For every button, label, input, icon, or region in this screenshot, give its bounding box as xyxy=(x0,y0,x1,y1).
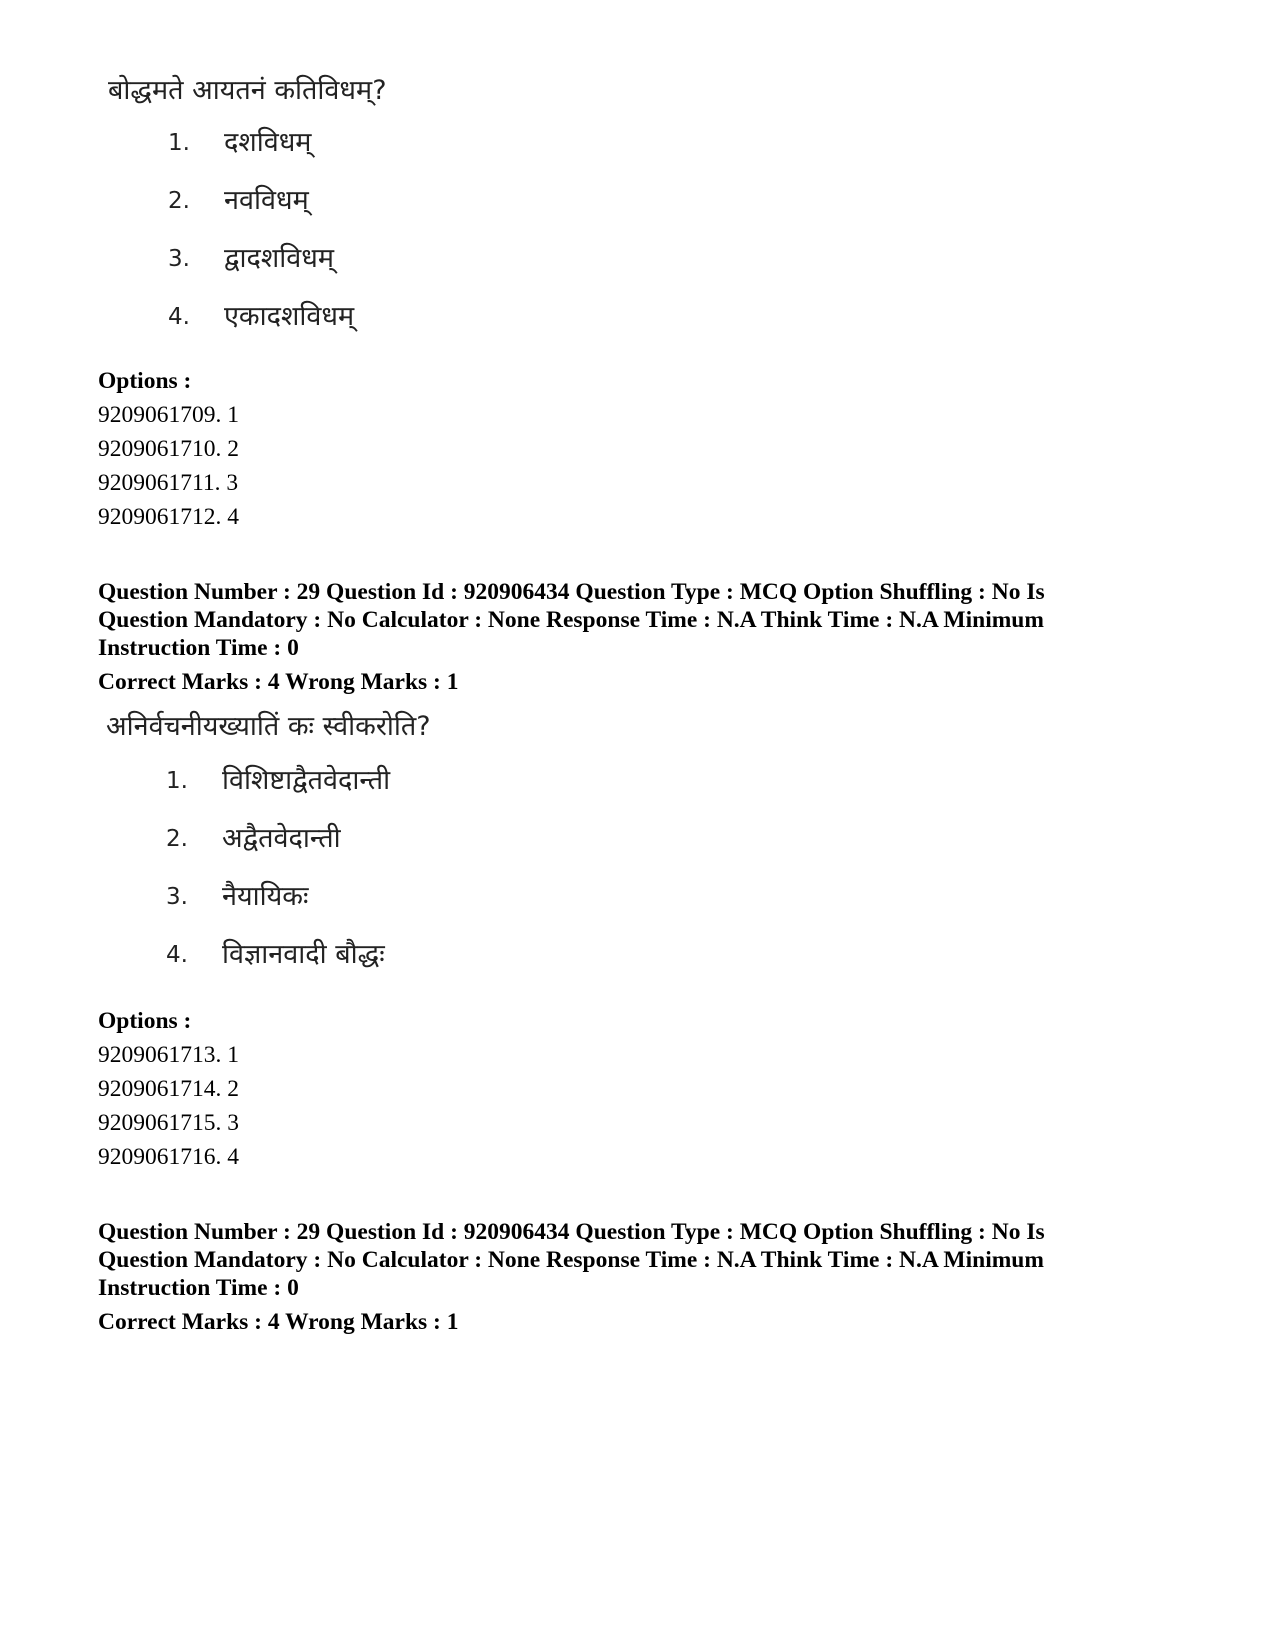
option-line: 9209061714. 2 xyxy=(98,1076,239,1102)
option-line: 9209061711. 3 xyxy=(98,470,239,496)
options-heading: Options : xyxy=(98,1008,192,1034)
question-meta xyxy=(98,1218,1158,1336)
options-block xyxy=(98,364,239,534)
option-line: 9209061715. 3 xyxy=(98,1110,239,1136)
meta-line: Question Number : 29 Question Id : 920906434 Question Type : MCQ Option Shuffling : No Is xyxy=(98,1219,1045,1245)
choice-text: दशविधम् xyxy=(224,127,312,158)
option-line: 9209061713. 1 xyxy=(98,1042,239,1068)
choice-text: एकादशविधम् xyxy=(224,301,355,332)
question-stem: बोद्धमते आयतनं कतिविधम्? xyxy=(108,75,387,106)
meta-line: Instruction Time : 0 xyxy=(98,1275,299,1301)
choice-number: 4. xyxy=(166,942,188,968)
choice-text: द्वादशविधम् xyxy=(224,243,334,274)
choice-number: 2. xyxy=(166,826,188,852)
question-stem: अनिर्वचनीयख्यातिं कः स्वीकरोति? xyxy=(106,711,431,742)
options-heading: Options : xyxy=(98,368,192,394)
meta-line: Question Mandatory : No Calculator : None Response Time : N.A Think Time : N.A Minimum xyxy=(98,607,1044,633)
meta-line: Instruction Time : 0 xyxy=(98,635,299,661)
choice-number: 3. xyxy=(166,884,188,910)
choice-number: 4. xyxy=(168,304,190,330)
choice-text: अद्वैतवेदान्ती xyxy=(222,823,341,854)
marks-line: Correct Marks : 4 Wrong Marks : 1 xyxy=(98,669,459,695)
choice-number: 1. xyxy=(168,130,190,156)
choice-text: विज्ञानवादी बौद्धः xyxy=(222,939,385,970)
question-meta xyxy=(98,578,1158,696)
choice-number: 2. xyxy=(168,188,190,214)
option-line: 9209061709. 1 xyxy=(98,402,239,428)
marks-line: Correct Marks : 4 Wrong Marks : 1 xyxy=(98,1309,459,1335)
choice-text: विशिष्टाद्वैतवेदान्ती xyxy=(222,765,391,796)
options-block xyxy=(98,1004,239,1174)
choice-text: नैयायिकः xyxy=(222,881,309,912)
option-line: 9209061710. 2 xyxy=(98,436,239,462)
choice-number: 3. xyxy=(168,246,190,272)
option-line: 9209061712. 4 xyxy=(98,504,239,530)
meta-line: Question Mandatory : No Calculator : None Response Time : N.A Think Time : N.A Minimum xyxy=(98,1247,1044,1273)
option-line: 9209061716. 4 xyxy=(98,1144,239,1170)
meta-line: Question Number : 29 Question Id : 920906434 Question Type : MCQ Option Shuffling : No Is xyxy=(98,579,1045,605)
choice-text: नवविधम् xyxy=(224,185,309,216)
choice-number: 1. xyxy=(166,768,188,794)
